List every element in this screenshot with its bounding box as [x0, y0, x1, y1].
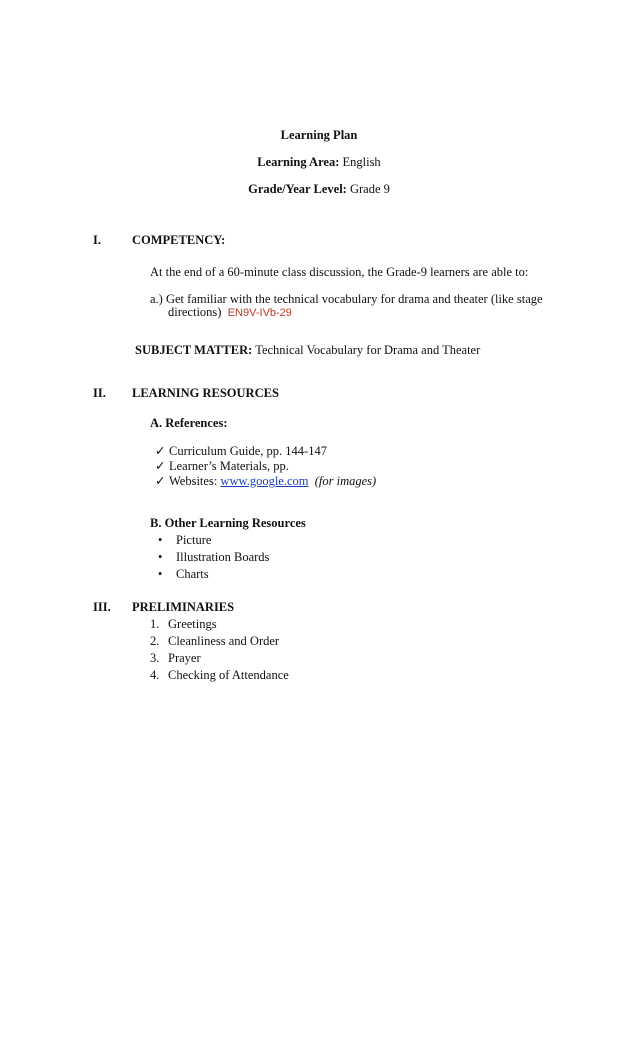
check-icon: ✓ [155, 474, 166, 488]
preliminary-item: 4. Checking of Attendance [150, 668, 289, 682]
check-icon: ✓ [155, 459, 166, 473]
section-numeral-1: I. [93, 233, 101, 247]
competency-intro: At the end of a 60-minute class discussion, the Grade-9 learners are able to: [150, 265, 529, 279]
bullet-icon: • [158, 567, 163, 581]
bullet-icon: • [158, 550, 163, 564]
preliminary-item: 3. Prayer [150, 651, 201, 665]
competency-item-line2: directions) EN9V-IVb-29 [168, 305, 292, 319]
other-resource-item: • Picture [158, 533, 212, 547]
bullet-icon: • [158, 533, 163, 547]
preliminaries-heading: PRELIMINARIES [132, 600, 235, 614]
section-numeral-2: II. [93, 386, 106, 400]
check-icon: ✓ [155, 444, 166, 458]
subject-matter: SUBJECT MATTER: Technical Vocabulary for Drama and Theater [135, 343, 481, 357]
reference-item: ✓ Websites: www.google.com (for images) [155, 474, 377, 488]
other-resource-item: • Charts [158, 567, 209, 581]
website-link[interactable]: www.google.com [220, 474, 309, 488]
reference-item: ✓ Learner’s Materials, pp. [155, 459, 289, 473]
references-heading: A. References: [150, 416, 228, 430]
competency-code: EN9V-IVb-29 [227, 307, 292, 319]
competency-heading: COMPETENCY: [132, 233, 226, 247]
doc-title: Learning Plan [280, 128, 358, 142]
preliminary-item: 2. Cleanliness and Order [150, 634, 280, 648]
section-numeral-3: III. [93, 600, 111, 614]
preliminary-item: 1. Greetings [150, 617, 217, 631]
competency-item-line1: a.) Get familiar with the technical vocabulary for drama and theater (like stage [150, 292, 543, 306]
grade-level: Grade/Year Level: Grade 9 [248, 182, 390, 196]
resources-heading: LEARNING RESOURCES [132, 386, 279, 400]
reference-item: ✓ Curriculum Guide, pp. 144-147 [155, 444, 327, 458]
other-resources-heading: B. Other Learning Resources [150, 516, 306, 530]
learning-area: Learning Area: English [257, 155, 381, 169]
other-resource-item: • Illustration Boards [158, 550, 270, 564]
